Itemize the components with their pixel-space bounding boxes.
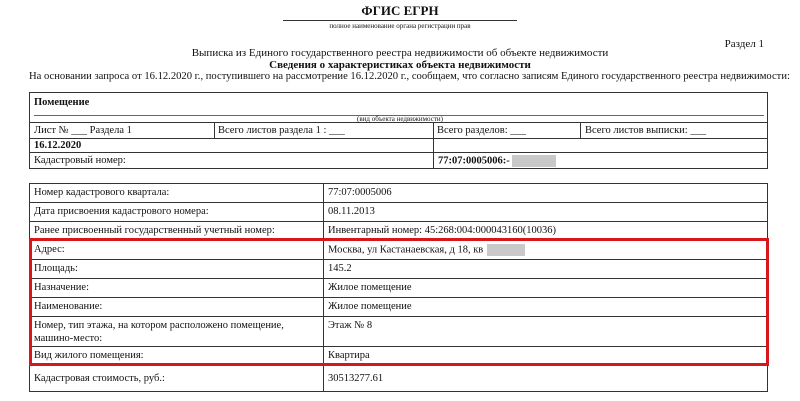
document-title: Выписка из Единого государственного реестра недвижимости об объекте недвижимости <box>191 47 609 59</box>
row-label: Ранее присвоенный государственный учетный номер: <box>34 225 275 236</box>
row-label: Кадастровая стоимость, руб.: <box>34 373 165 384</box>
row-value: 145.2 <box>328 263 352 274</box>
row-label: Дата присвоения кадастрового номера: <box>34 206 209 217</box>
object-type: Помещение <box>34 97 90 108</box>
redacted-block <box>512 155 556 167</box>
document-subtitle: Сведения о характеристиках объекта недвижимости <box>269 59 531 71</box>
row-label: Адрес: <box>34 244 65 255</box>
cadastral-number-value: 77:07:0005006:- <box>438 155 556 167</box>
row-value: Инвентарный номер: 45:268:004:000043160(10036) <box>328 225 556 236</box>
sections-total: Всего разделов: ___ <box>437 125 526 136</box>
row-value: 08.11.2013 <box>328 206 375 217</box>
section-label: Раздел 1 <box>724 38 764 50</box>
row-label: Наименование: <box>34 301 103 312</box>
row-label: Площадь: <box>34 263 78 274</box>
highlight-box <box>29 238 769 366</box>
row-value: Москва, ул Кастанаевская, д 18, кв <box>328 244 525 256</box>
row-label: Назначение: <box>34 282 90 293</box>
sheet-number: Лист № ___ Раздела 1 <box>34 125 132 136</box>
agency-title: ФГИС ЕГРН <box>361 3 439 18</box>
row-value: Жилое помещение <box>328 301 412 312</box>
row-value: Этаж № 8 <box>328 320 373 331</box>
object-type-caption: (вид объекта недвижимости) <box>357 115 443 123</box>
row-label: Вид жилого помещения: <box>34 350 144 361</box>
extract-date: 16.12.2020 <box>34 140 82 151</box>
section-sheets: Всего листов раздела 1 : ___ <box>218 125 345 136</box>
row-value: 30513277.61 <box>328 373 384 384</box>
row-value: Квартира <box>328 350 370 361</box>
agency-caption: полное наименование органа регистрации прав <box>329 22 471 30</box>
sheets-total: Всего листов выписки: ___ <box>585 125 707 136</box>
row-value: Жилое помещение <box>328 282 412 293</box>
row-value: 77:07:0005006 <box>328 187 392 198</box>
basis-text: На основании запроса от 16.12.2020 г., поступившего на рассмотрение 16.12.2020 г., сообщаем, что согласно записям Единого государственного реестра недвижимости: <box>29 71 790 82</box>
row-label: Номер, тип этажа, на котором расположено помещение, машино-место: <box>34 320 284 344</box>
row-label: Номер кадастрового квартала: <box>34 187 170 198</box>
cadastral-number-label: Кадастровый номер: <box>34 155 126 166</box>
agency-underline <box>283 20 517 21</box>
